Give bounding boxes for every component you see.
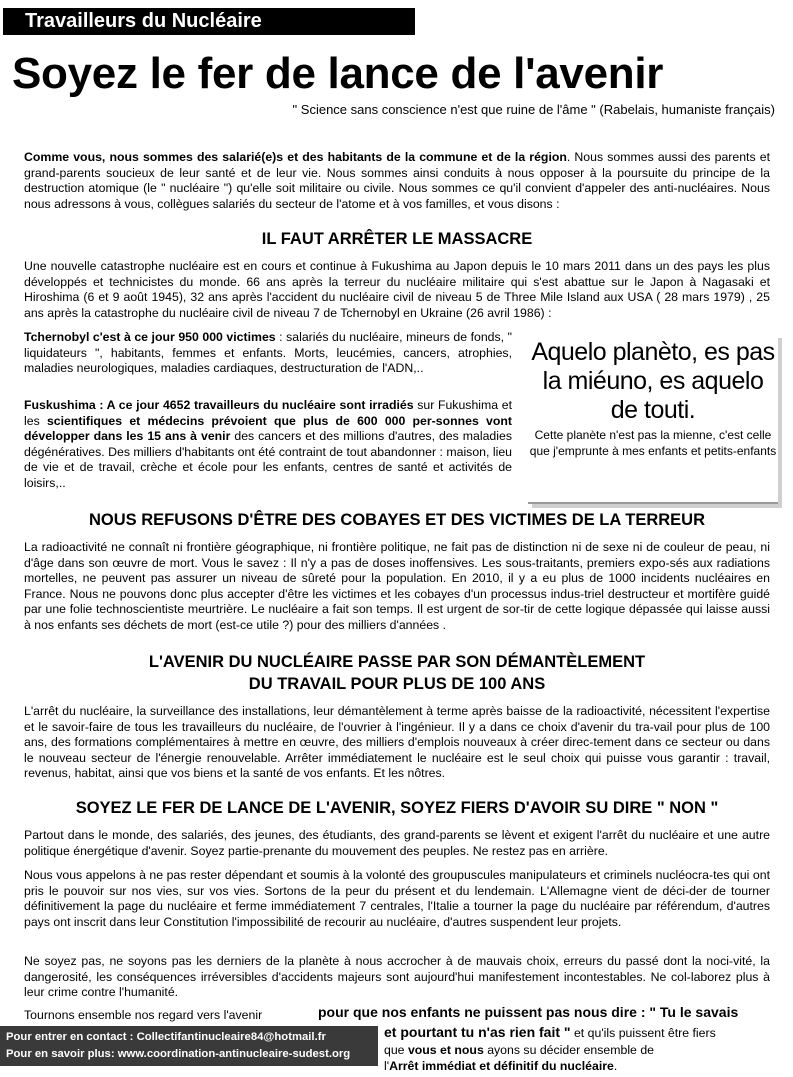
occitan-quote-box xyxy=(528,334,778,504)
section-heading-fer-de-lance: SOYEZ LE FER DE LANCE DE L'AVENIR, SOYEZ FIERS D'AVOIR SU DIRE " NON " xyxy=(75,799,719,817)
s4-paragraph-2: Nous vous appelons à ne pas rester dépendant et soumis à la volonté des groupuscules manipulateurs et criminels nucléocra-tes qui ont pris le pouvoir sur nos vies, sur vos vies. Sortons de la peur du présent et du lendemain. L'Allemagne vient de déci-der de tourner définitivement la page du nucléaire et ferme immédiatement 7 centrales, l'Italie a tourner la page du nucléaire par référendum, d'autres pays ont inscrit dans leur Constitution l'impossibilité de recourir au nucléaire, d'autres suspendent leur projets. xyxy=(24,868,770,929)
closing-text-3a: que xyxy=(384,1043,408,1057)
intro-lead: Comme vous, nous sommes des salarié(e)s et des habitants de la commune et de la région xyxy=(24,150,567,164)
intro-paragraph xyxy=(24,150,770,212)
fukushima-bold-2: scientifiques et médecins prévoient que plus de 600 000 per-sonnes vont développer dans les 15 ans à venir xyxy=(24,413,512,444)
tchernobyl-text: : salariés du nucléaire, mineurs de fonds, " liquidateurs ", habitants, femmes et enfants. Morts, leucémies, cancers, atrophies, maladies neurologiques, maladies cardiaques, destructuration de l'ADN,.. xyxy=(24,330,512,376)
closing-text-4b: . xyxy=(613,1059,618,1073)
closing-text-3b: ayons su décider ensemble de xyxy=(483,1043,654,1057)
closing-text-4a: l' xyxy=(384,1059,390,1073)
s1-paragraph-tchernobyl xyxy=(24,330,512,377)
contact-website-line[interactable]: Pour en savoir plus: www.coordination-antinucleaire-sudest.org xyxy=(6,1048,351,1060)
contact-box xyxy=(0,1026,378,1066)
header-tag: Travailleurs du Nucléaire xyxy=(3,8,415,35)
closing-bold-1: pour que nos enfants ne puissent pas nous dire : " Tu le savais xyxy=(318,1004,739,1020)
closing-lead: Tournons ensemble nos regard vers l'avenir xyxy=(24,1008,263,1022)
s3-paragraph-1: L'arrêt du nucléaire, la surveillance des installations, leur démantèlement à terme après baisse de la radioactivité, nécessitent l'expertise et le savoir-faire de tous les travailleurs du nucléaire, de l'ouvrier à l'ingénieur. Il y a dans ce choix d'avenir du tra-vail pour plus de 100 ans, des formations complémentaires à mettre en œuvre, des milliers d'emplois nouveaux à créer direc-tement dans ce secteur ou dans le nouveau secteur de l'énergie renouvelable. Arrêter immédiatement le nucléaire est le seul choix qui puisse vous garantir : travail, revenus, habitat, ainsi que vos biens et la santé de vos enfants. Et les nôtres. xyxy=(24,704,770,781)
occitan-quote: Aquelo planèto, es pas la miéuno, es aquelo de touti. xyxy=(531,338,775,424)
epigraph-quote: " Science sans conscience n'est que ruine de l'âme " (Rabelais, humaniste français) xyxy=(292,102,775,117)
s4-paragraph-1: Partout dans le monde, des salariés, des jeunes, des étudiants, des grand-parents se lèvent et exigent l'arrêt du nucléaire et une autre politique énergétique d'avenir. Soyez partie-prenante du mouvement des peuples. Ne restez pas en arrière. xyxy=(24,828,770,858)
fukushima-lead: Fuskushima : A ce jour 4652 travailleurs du nucléaire sont irradiés xyxy=(24,398,414,412)
s2-paragraph-1: La radioactivité ne connaît ni frontière géographique, ni frontière politique, ne fait pas de distinction ni de sexe ni de couleur de peau, ni d'âge dans son œuvre de mort. Vous le savez : Il n'y a pas de doses inoffensives. Les sous-traitants, premiers expo-sés aux radiations mortelles, ne peuvent pas assurer un niveau de sûreté pour la population. En 2010, il y a eu plus de 1000 incidents nucléaires en France. Nous ne pouvons donc plus accepter d'être les victimes et les cobayes d'un processus indus-triel destructeur et mortifère guidé par une folie technoscientiste meurtrière. Le nucléaire a fait son temps. Il est urgent de sor-tir de cette logique dépassée qui laisse aussi à nos enfants ses déchets de mort (est-ce utile ?) pour des milliers d'années . xyxy=(24,540,770,632)
intro-text: . Nous sommes aussi des parents et grand-parents soucieux de leur santé et de leur vie. Nous sommes ainsi conduits à nous opposer à la poursuite du principe de la destruction atomique (le " nucléaire ") qu'elle soit militaire ou civile. Nous sommes ce qu'il convient d'appeler des anti-nucléaires. Nous nous adressons à vous, collègues salariés du secteur de l'atome et à vos familles, et vous disons : xyxy=(24,150,770,211)
contact-email-line[interactable]: Pour entrer en contact : Collectifantinucleaire84@hotmail.fr xyxy=(6,1031,326,1043)
closing-line-3 xyxy=(384,1042,654,1058)
closing-text-2: et qu'ils puissent être fiers xyxy=(570,1026,716,1040)
fukushima-text-2: des cancers et des millions d'autres, des maladies dégénératives. Des milliers d'habitants ont été contraint de tout abandonner : maison, lieu de vie et de travail, crèche et école pour les enfants, centres de santé et activités de loisirs,.. xyxy=(24,429,512,490)
s1-paragraph-fukushima xyxy=(24,398,512,492)
occitan-translation: Cette planète n'est pas la mienne, c'est celle que j'emprunte à mes enfants et petits-enfants xyxy=(529,428,777,458)
closing-bold-2: et pourtant tu n'as rien fait " xyxy=(384,1024,571,1040)
s4-paragraph-3: Ne soyez pas, ne soyons pas les derniers de la planète à nous accrocher à de mauvais choix, erreurs du passé dont la noci-vité, la dangerosité, les conséquences irréversibles d'accidents majeurs sont aujourd'hui manifestement incontestables. Ne col-laborez plus à leur crime contre l'humanité. xyxy=(24,954,770,1000)
closing-line-4 xyxy=(384,1058,617,1074)
page-title: Soyez le fer de lance de l'avenir xyxy=(12,49,664,98)
closing-line-2 xyxy=(384,1024,716,1041)
closing-bold-3: vous et nous xyxy=(407,1043,484,1057)
closing-bold-4: Arrêt immédiat et définitif du nucléaire xyxy=(389,1059,614,1073)
tchernobyl-lead: Tchernobyl c'est à ce jour 950 000 victimes xyxy=(24,330,276,344)
section-heading-travail: DU TRAVAIL POUR PLUS DE 100 ANS xyxy=(248,675,546,693)
section-heading-cobayes: NOUS REFUSONS D'ÊTRE DES COBAYES ET DES VICTIMES DE LA TERREUR xyxy=(88,511,706,529)
section-heading-massacre: IL FAUT ARRÊTER LE MASSACRE xyxy=(261,230,533,248)
fukushima-text-1: sur Fukushima et les xyxy=(24,398,512,428)
s1-paragraph-1: Une nouvelle catastrophe nucléaire est en cours et continue à Fukushima au Japon depuis le 10 mars 2011 dans un des pays les plus développés et technicistes du monde. 66 ans après la terreur du nucléaire militaire qui s'est abattue sur le Japon à Nagasaki et Hiroshima (6 et 9 août 1945), 32 ans après l'accident du nucléaire civil de niveau 5 de Three Mile Island aux USA ( 28 mars 1979) , 25 ans après la catastrophe du nucléaire civil de niveau 7 de Tchernobyl en Ukraine (26 avril 1986) : xyxy=(24,259,770,320)
section-heading-demantelement: L'AVENIR DU NUCLÉAIRE PASSE PAR SON DÉMANTÈLEMENT xyxy=(148,653,646,671)
